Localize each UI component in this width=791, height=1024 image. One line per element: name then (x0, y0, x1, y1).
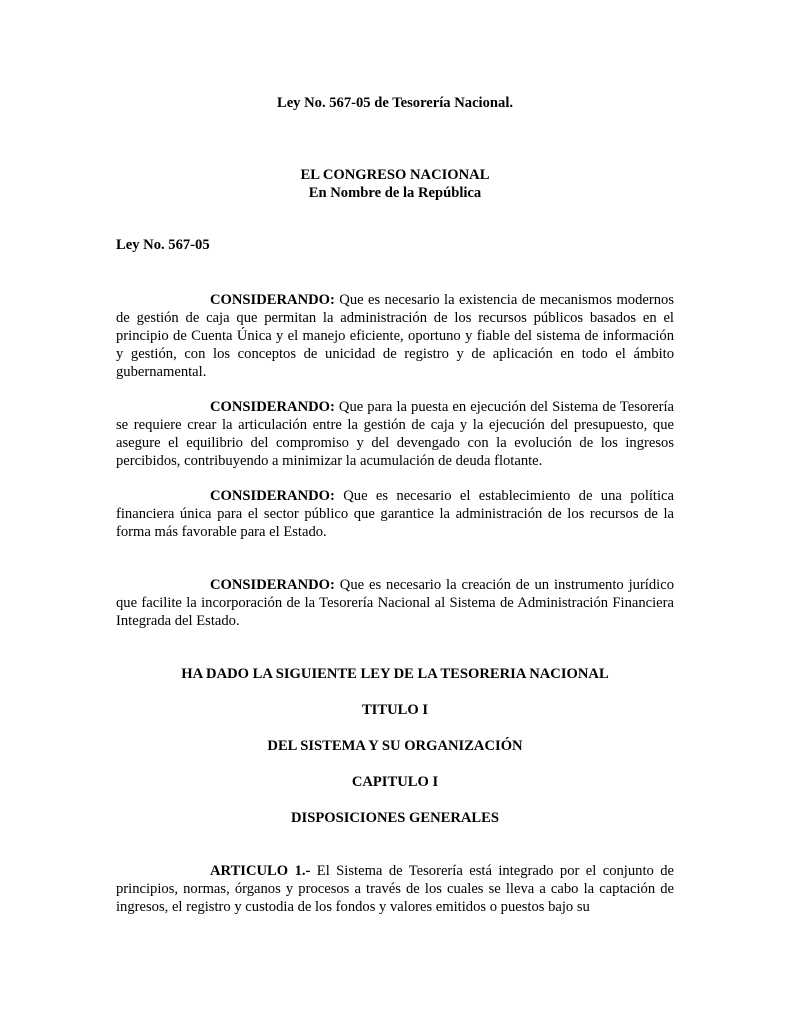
congress-heading: EL CONGRESO NACIONAL (300, 167, 490, 183)
considerando-label: CONSIDERANDO: (210, 577, 335, 593)
capitulo-heading: CAPITULO I (351, 774, 439, 790)
capitulo-name-heading: DISPOSICIONES GENERALES (290, 810, 500, 826)
considerando-label: CONSIDERANDO: (210, 292, 335, 308)
considerando-paragraph-1 (116, 291, 674, 381)
article-1-paragraph (116, 862, 674, 916)
considerando-paragraph-4 (116, 576, 674, 630)
titulo-name-heading: DEL SISTEMA Y SU ORGANIZACIÓN (267, 738, 523, 754)
republic-subheading: En Nombre de la República (308, 185, 482, 201)
considerando-text: Que es necesario la creación de un instrumento jurídico que facilite la incorporación de la Tesorería Nacional al Sistema de Administración Financiera Integrada del Estado. (116, 577, 674, 629)
enactment-heading: HA DADO LA SIGUIENTE LEY DE LA TESORERIA NACIONAL (181, 666, 609, 682)
article-text: El Sistema de Tesorería está integrado por el conjunto de principios, normas, órganos y procesos a través de los cuales se lleva a cabo la captación de ingresos, el registro y custodia de los fondos y valores emitidos o puestos bajo su (116, 863, 674, 915)
article-label: ARTICULO 1.- (210, 863, 311, 879)
law-number: Ley No. 567-05 (116, 237, 210, 253)
titulo-heading: TITULO I (361, 702, 429, 718)
considerando-paragraph-3 (116, 487, 674, 541)
considerando-text: Que para la puesta en ejecución del Sistema de Tesorería se requiere crear la articulación entre la gestión de caja y la ejecución del presupuesto, que asegure el equilibrio del compromiso y del devengado con la evolución de los ingresos percibidos, contribuyendo a minimizar la acumulación de deuda flotante. (116, 399, 674, 469)
document-title: Ley No. 567-05 de Tesorería Nacional. (276, 95, 514, 111)
considerando-paragraph-2 (116, 398, 674, 470)
considerando-text: Que es necesario la existencia de mecanismos modernos de gestión de caja que permitan la administración de los recursos públicos basados en el principio de Cuenta Única y el manejo eficiente, oportuno y fiable del sistema de información y gestión, con los conceptos de unicidad de registro y de aplicación en todo el ámbito gubernamental. (116, 292, 674, 380)
considerando-label: CONSIDERANDO: (210, 488, 335, 504)
considerando-text: Que es necesario el establecimiento de una política financiera única para el sector público que garantice la administración de los recursos de la forma más favorable para el Estado. (116, 488, 674, 540)
considerando-label: CONSIDERANDO: (210, 399, 335, 415)
